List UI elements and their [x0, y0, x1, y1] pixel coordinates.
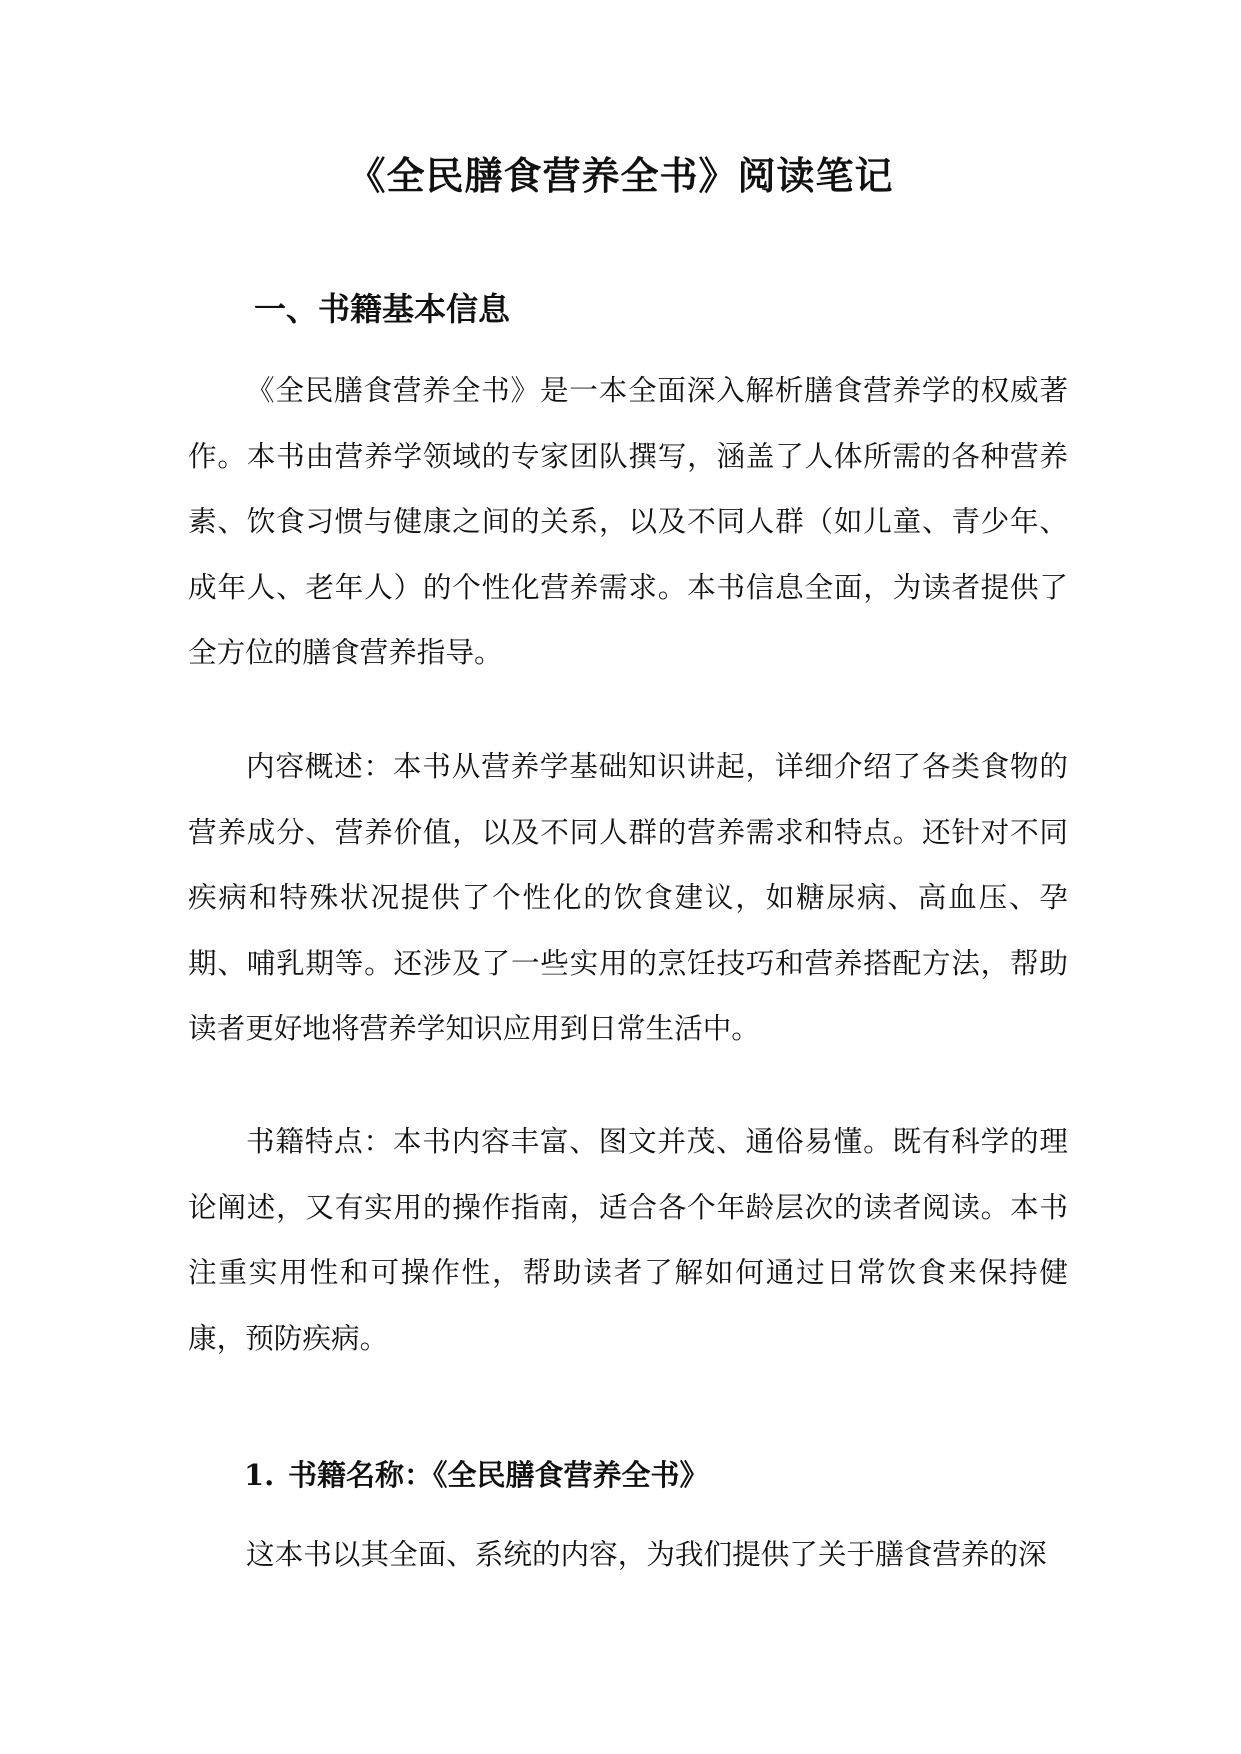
paragraph-content-overview: 内容概述：本书从营养学基础知识讲起，详细介绍了各类食物的营养成分、营养价值，以及不同人群的营养需求和特点。还针对不同疾病和特殊状况提供了个性化的饮食建议，如糖尿病、高血压、孕期、哺乳期等。还涉及了一些实用的烹饪技巧和营养搭配方法，帮助读者更好地将营养学知识应用到日常生活中。 [188, 749, 1068, 1045]
subsection-number: 1. [244, 1458, 275, 1492]
paragraph-book-features: 书籍特点：本书内容丰富、图文并茂、通俗易懂。既有科学的理论阐述，又有实用的操作指南，适合各个年龄层次的读者阅读。本书注重实用性和可操作性，帮助读者了解如何通过日常饮食来保持健康，预防疾病。 [188, 1124, 1068, 1355]
page-title: 《全民膳食营养全书》阅读笔记 [347, 153, 894, 198]
paragraph-intro: 《全民膳食营养全书》是一本全面深入解析膳食营养学的权威著作。本书由营养学领域的专家团队撰写，涵盖了人体所需的各种营养素、饮食习惯与健康之间的关系，以及不同人群（如儿童、青少年、成年人、老年人）的个性化营养需求。本书信息全面，为读者提供了全方位的膳食营养指导。 [188, 373, 1068, 669]
section-heading-basic-info: 一、书籍基本信息 [254, 290, 511, 328]
subsection-heading-book-name [244, 1452, 709, 1498]
subsection-title: 书籍名称：《全民膳食营养全书》 [288, 1458, 709, 1492]
paragraph-book-name-intro: 这本书以其全面、系统的内容，为我们提供了关于膳食营养的深 [246, 1537, 1047, 1571]
